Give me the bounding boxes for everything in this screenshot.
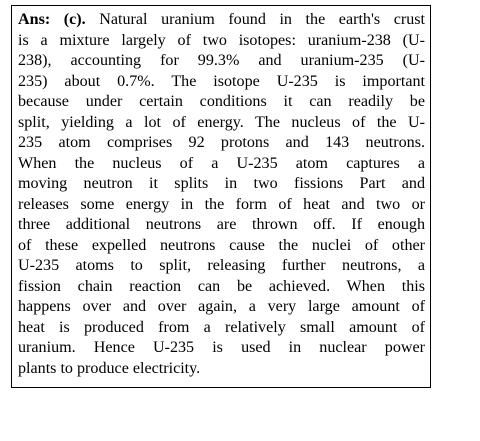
answer-line-5: because under certain conditions it can readily be	[18, 93, 425, 110]
answer-line-15: happens over and over again, a very large amount of	[18, 298, 425, 315]
answer-line-7: 235 atom comprises 92 protons and 143 neutrons.	[18, 134, 425, 151]
answer-line-14: fission chain reaction can be achieved. When this	[18, 277, 425, 295]
answer-line-3: 238), accounting for 99.3% and uranium-235 (U-	[18, 52, 425, 69]
answer-line-1-text: Natural uranium found in the earth's crust	[99, 11, 425, 28]
answer-line-18: plants to produce electricity.	[18, 359, 201, 377]
answer-line-16: heat is produced from a relatively small amount of	[18, 318, 425, 336]
answer-prefix: Ans: (c).	[18, 11, 86, 28]
answer-line-8: When the nucleus of a U-235 atom captures a	[18, 154, 425, 172]
answer-line-4: 235) about 0.7%. The isotope U-235 is important	[18, 72, 425, 90]
answer-box	[11, 5, 431, 388]
answer-line-17: uranium. Hence U-235 is used in nuclear power	[18, 339, 425, 356]
answer-line-9: moving neutron it splits in two fissions Part and	[18, 175, 425, 192]
answer-line-11: three additional neutrons are thrown off. If enough	[18, 216, 425, 233]
answer-line-6: split, yielding a lot of energy. The nucleus of the U-	[18, 113, 425, 131]
answer-line-13: U-235 atoms to split, releasing further neutrons, a	[18, 257, 425, 274]
answer-line-10: releases some energy in the form of heat and two or	[18, 195, 425, 213]
answer-line-12: of these expelled neutrons cause the nuclei of other	[18, 236, 425, 254]
answer-line-2: is a mixture largely of two isotopes: uranium-238 (U-	[18, 31, 425, 49]
answer-line-1	[18, 10, 425, 31]
